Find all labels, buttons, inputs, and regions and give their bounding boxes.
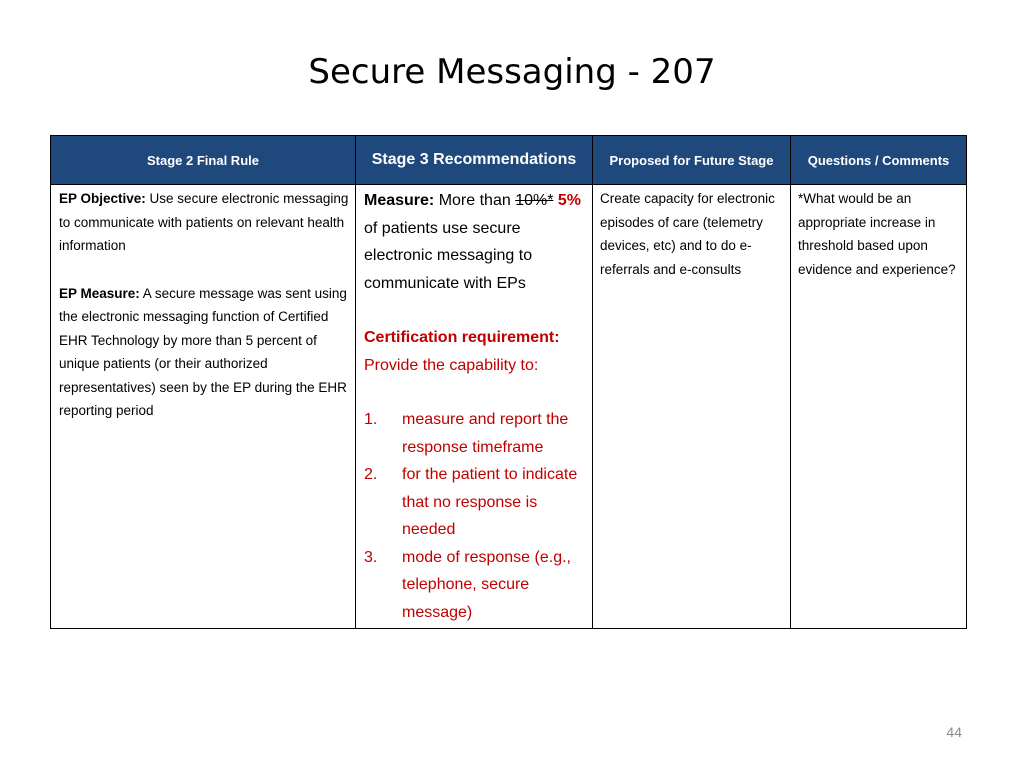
ep-objective-label: EP Objective: [59, 191, 146, 206]
list-item-text: for the patient to indicate that no response is needed [402, 466, 578, 538]
slide-title: Secure Messaging - 207 [308, 52, 716, 92]
header-stage3: Stage 3 Recommendations [356, 136, 593, 185]
cert-text: Provide the capability to: [364, 356, 539, 374]
requirements-list [364, 406, 586, 626]
ep-objective-text: Use secure electronic messaging to communicate with patients on relevant health information [59, 191, 349, 253]
stage3-measure-post: of patients use secure electronic messaging to communicate with EPs [364, 219, 533, 292]
list-item [364, 544, 586, 627]
stage3-measure [364, 187, 586, 297]
stage2-cell [51, 185, 356, 629]
header-comments: Questions / Comments [791, 136, 967, 185]
header-stage2: Stage 2 Final Rule [51, 136, 356, 185]
stage3-measure-new: 5% [557, 192, 582, 209]
list-item-text: mode of response (e.g., telephone, secure message) [402, 548, 571, 621]
list-item-number: 3. [364, 548, 378, 566]
page-number: 44 [946, 724, 962, 740]
stage3-measure-pre: More than [434, 192, 516, 209]
ep-measure-label: EP Measure: [59, 285, 140, 301]
header-future: Proposed for Future Stage [593, 136, 791, 185]
ep-objective [59, 187, 349, 258]
cert-label [364, 324, 586, 352]
cert-label-text: Certification requirement: [364, 329, 560, 346]
future-cell: Create capacity for electronic episodes of care (telemetry devices, etc) and to do e-referrals and e-consults [593, 185, 791, 629]
list-item [364, 406, 586, 461]
list-item-text: measure and report the response timeframe [402, 411, 569, 456]
list-item-number: 2. [364, 466, 378, 483]
stage3-measure-struck: 10%* [515, 192, 554, 209]
table-header-row [51, 136, 967, 185]
list-item [364, 461, 586, 544]
list-item-number: 1. [364, 411, 378, 428]
stage3-measure-label: Measure: [364, 192, 435, 209]
table-row [51, 185, 967, 629]
comments-cell: *What would be an appropriate increase in threshold based upon evidence and experience? [791, 185, 967, 629]
ep-measure-text: A secure message was sent using the electronic messaging function of Certified EHR Technology by more than 5 percent of unique patients (or their authorized representatives) seen by the EP during the EHR reporting period [59, 285, 347, 418]
stage3-cell [356, 185, 593, 629]
comparison-table [50, 135, 967, 629]
ep-measure [59, 282, 349, 423]
